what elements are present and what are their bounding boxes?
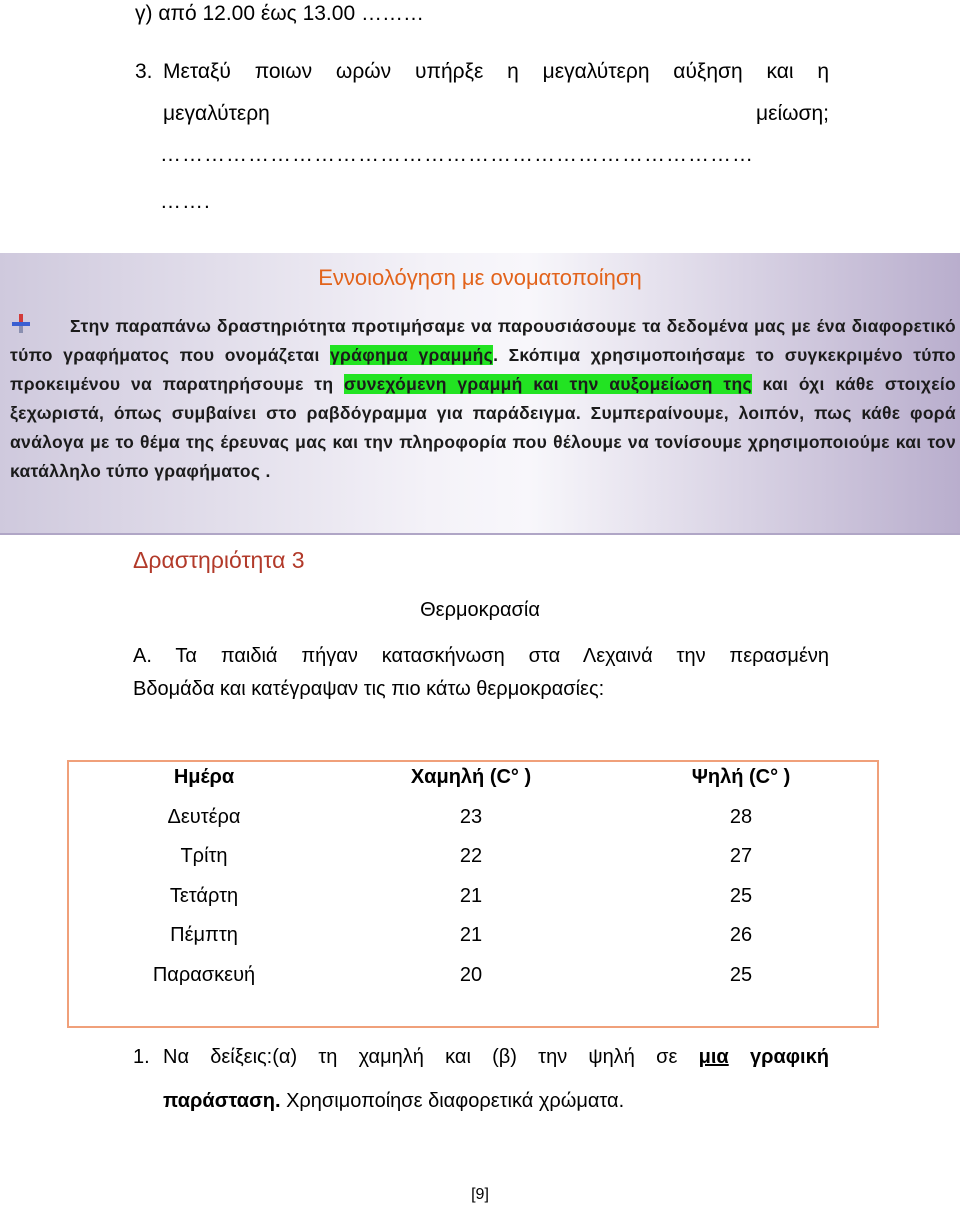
- table-cell-day: Πέμπτη: [170, 924, 238, 946]
- table-cell-low: 21: [459, 885, 483, 907]
- band-paragraph: [10, 312, 956, 486]
- instruction-emphasis-graph: γραφική: [728, 1046, 829, 1068]
- band-text-part2: . Σκόπιμα χρησιμοποιήσαμε το συγκεκριμένο τύπο προκειμένου να παρατηρήσουμε τη: [10, 345, 956, 394]
- instruction-text-a: Να δείξεις:(α) τη χαμηλή και (β) την ψηλή σε: [163, 1046, 699, 1068]
- instruction-emphasis-representation: παράσταση.: [163, 1090, 281, 1112]
- table-cell-day: Δευτέρα: [167, 806, 241, 828]
- previous-answer-line: γ) από 12.00 έως 13.00 ………: [135, 2, 424, 25]
- table-cell-high: 26: [729, 924, 753, 946]
- table-cell-low: 22: [459, 845, 483, 867]
- table-cell-low: 20: [459, 964, 483, 986]
- instruction-1-line1: [163, 1046, 829, 1069]
- table-cell-low: 21: [459, 924, 483, 946]
- question-3-line2: μεγαλύτερη μείωση;: [163, 102, 829, 125]
- activity-text-line1: Α. Τα παιδιά πήγαν κατασκήνωση στα Λεχαινά την περασμένη: [133, 645, 829, 667]
- page-number: [9]: [471, 1186, 489, 1203]
- table-cell-day: Παρασκευή: [152, 964, 256, 986]
- table-cell-high: 25: [729, 885, 753, 907]
- instruction-emphasis-one: μια: [698, 1046, 729, 1068]
- instruction-1-line2: [163, 1090, 624, 1113]
- table-cell-day: Τρίτη: [180, 845, 228, 867]
- table-cell-day: Τετάρτη: [169, 885, 239, 907]
- table-header-low: Χαμηλή (C° ): [410, 766, 532, 788]
- activity-subtitle: Θερμοκρασία: [420, 599, 540, 621]
- band-text-part1: Στην παραπάνω δραστηριότητα προτιμήσαμε να παρουσιάσουμε τα δεδομένα μας με ένα διαφορετικό τύπο γραφήματος που ονομάζεται: [10, 316, 956, 365]
- band-title: Εννοιολόγηση με ονοματοποίηση: [318, 265, 642, 290]
- table-cell-high: 25: [729, 964, 753, 986]
- table-header-day: Ημέρα: [173, 766, 235, 788]
- activity-title: Δραστηριότητα 3: [133, 547, 305, 573]
- table-cell-high: 27: [729, 845, 753, 867]
- highlight-line-chart: γράφημα γραμμής: [329, 345, 494, 365]
- table-cell-low: 23: [459, 806, 483, 828]
- instruction-text-b: Χρησιμοποίησε διαφορετικά χρώματα.: [280, 1090, 625, 1112]
- question-3-number: 3.: [135, 60, 153, 83]
- question-3-line1: Μεταξύ ποιων ωρών υπήρξε η μεγαλύτερη αύξηση και η: [163, 60, 829, 83]
- table-header-high: Ψηλή (C° ): [691, 766, 791, 788]
- answer-dots-line2: …….: [160, 190, 211, 213]
- table-cell-high: 28: [729, 806, 753, 828]
- instruction-1-number: 1.: [133, 1046, 150, 1068]
- answer-dots-line1: ………………………………………………………………………: [160, 143, 754, 166]
- activity-text-line2: Βδομάδα και κατέγραψαν τις πιο κάτω θερμοκρασίες:: [133, 678, 605, 700]
- temperature-table: [67, 760, 879, 1028]
- band-text-part3: και όχι κάθε στοιχείο ξεχωριστά, όπως συμβαίνει στο ραβδόγραμμα για παράδειγμα. Συμπεραίνουμε, λοιπόν, πως κάθε φορά ανάλογα με το θέμα της έρευνας μας και την πληροφορία που θέλουμε να τονίσουμε χρησιμοποιούμε και τον κατάλληλο τύπο γραφήματος .: [10, 374, 957, 481]
- highlight-continuous-line: συνεχόμενη γραμμή και την αυξομείωση της: [344, 374, 752, 394]
